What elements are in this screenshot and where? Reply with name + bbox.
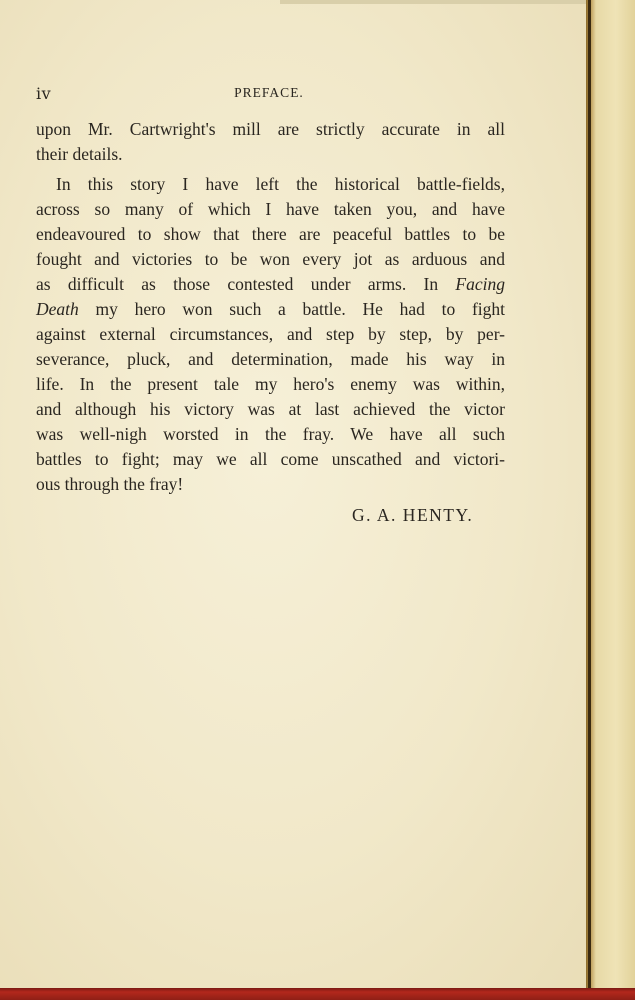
text-line: fought and victories to be won every jot as arduous and — [36, 249, 505, 269]
book-cover-edge — [0, 988, 635, 1000]
text-line — [36, 272, 505, 297]
text-line: against external circumstances, and step by step, by per- — [36, 324, 505, 344]
text-line: life. In the present tale my hero's enemy was within, — [36, 374, 505, 394]
page-top-edge — [280, 0, 590, 4]
text-line: was well-nigh worsted in the fray. We have all such — [36, 424, 505, 444]
text-run: my hero won such a battle. He had to fight — [78, 299, 505, 319]
author-signature: G. A. HENTY. — [352, 505, 474, 525]
spine-shadow — [588, 0, 591, 990]
text-line: ous through the fray! — [36, 474, 184, 494]
text-line: In this story I have left the historical battle-fields, — [56, 174, 505, 194]
text-line: battles to fight; may we all come unscathed and victori- — [36, 449, 505, 469]
running-head: PREFACE. — [234, 85, 304, 100]
text-line: endeavoured to show that there are peaceful battles to be — [36, 224, 505, 244]
book-spine — [586, 0, 635, 1000]
text-line: across so many of which I have taken you, and have — [36, 199, 505, 219]
page-header — [36, 84, 502, 104]
text-line: their details. — [36, 144, 123, 164]
italic-title: Death — [36, 299, 79, 319]
text-line: upon Mr. Cartwright's mill are strictly accurate in all — [36, 119, 505, 139]
text-run: as difficult as those contested under arms. In — [36, 274, 456, 294]
text-line — [36, 297, 505, 322]
page-number: iv — [36, 84, 52, 103]
italic-title: Facing — [455, 274, 505, 294]
text-line: and although his victory was at last achieved the victor — [36, 399, 505, 419]
text-line: severance, pluck, and determination, made his way in — [36, 349, 505, 369]
